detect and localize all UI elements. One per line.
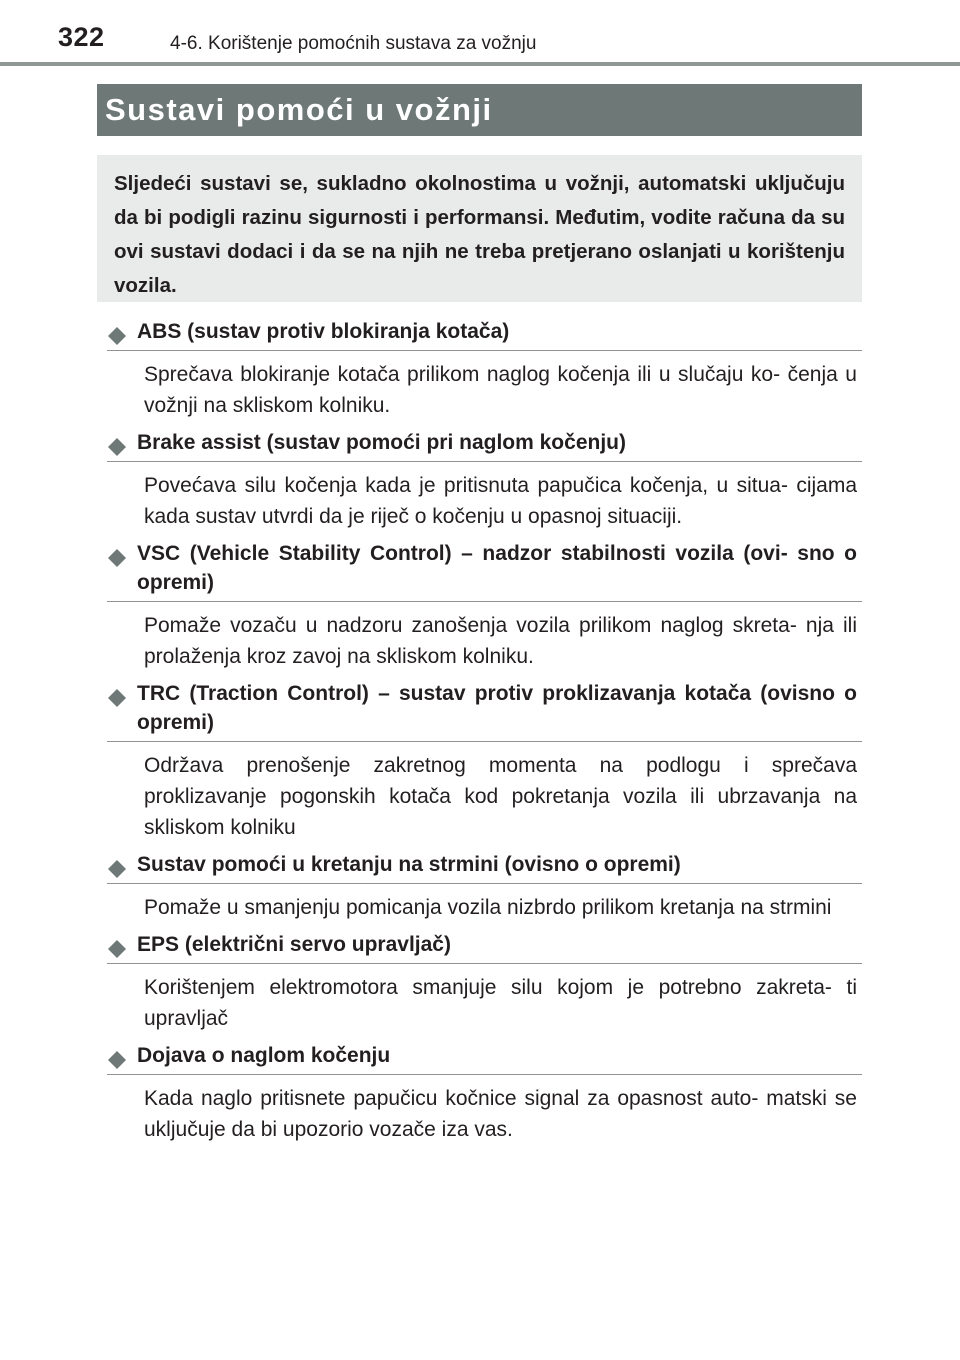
section-body: Povećava silu kočenja kada je pritisnuta papučica kočenja, u situa- cijama kada sustav utvrdi da je riječ o kočenju u opasnoj situaciji.	[144, 474, 857, 528]
diamond-bullet-icon	[107, 688, 127, 708]
section-heading	[107, 316, 862, 351]
section-trc	[107, 678, 862, 843]
page-title: Sustavi pomoći u vožnji	[105, 92, 493, 127]
section-eps	[107, 929, 862, 1034]
section-title: Brake assist (sustav pomoći pri naglom kočenju)	[137, 431, 626, 454]
section-title: ABS (sustav protiv blokiranja kotača)	[137, 320, 510, 343]
section-body: Sprečava blokiranje kotača prilikom naglog kočenja ili u slučaju ko- čenja u vožnji na skliskom kolniku.	[144, 363, 857, 417]
diamond-bullet-icon	[107, 1050, 127, 1070]
diamond-bullet-icon	[107, 548, 127, 568]
intro-box	[97, 155, 862, 302]
page-number: 322	[58, 22, 105, 52]
intro-text: Sljedeći sustavi se, sukladno okolnostima u vožnji, automatski uključuju da bi podigli razinu sigurnosti i performansi. Međutim, vodite računa da su ovi sustavi dodaci i da se na njih ne treba pretjerano oslanjati u korištenju vozila.	[114, 172, 845, 297]
section-vsc	[107, 538, 862, 672]
diamond-bullet-icon	[107, 859, 127, 879]
section-body: Kada naglo pritisnete papučicu kočnice signal za opasnost auto- matski se uključuje da bi upozorio vozače iza vas.	[144, 1087, 857, 1141]
section-title: VSC (Vehicle Stability Control) – nadzor stabilnosti vozila (ovi- sno o opremi)	[137, 542, 857, 594]
header-rule	[0, 62, 960, 66]
section-brake-assist	[107, 427, 862, 532]
section-heading	[107, 849, 862, 884]
diamond-bullet-icon	[107, 437, 127, 457]
diamond-bullet-icon	[107, 939, 127, 959]
section-title: Sustav pomoći u kretanju na strmini (ovisno o opremi)	[137, 853, 681, 876]
section-title: EPS (električni servo upravljač)	[137, 933, 451, 956]
running-head: 4-6. Korištenje pomoćnih sustava za vožnju	[170, 33, 537, 54]
section-body: Održava prenošenje zakretnog momenta na podlogu i sprečava proklizavanje pogonskih kotača kod pokretanja vozila ili ubrzavanja na skliskom kolniku	[144, 754, 857, 839]
title-bar	[97, 84, 862, 136]
section-heading	[107, 929, 862, 964]
section-hill-start-assist	[107, 849, 862, 923]
diamond-bullet-icon	[107, 326, 127, 346]
section-heading	[107, 678, 862, 742]
section-heading	[107, 538, 862, 602]
section-body: Pomaže vozaču u nadzoru zanošenja vozila prilikom naglog skreta- nja ili prolaženja kroz zavoj na skliskom kolniku.	[144, 614, 857, 668]
section-body: Korištenjem elektromotora smanjuje silu kojom je potrebno zakreta- ti upravljač	[144, 976, 857, 1030]
section-body: Pomaže u smanjenju pomicanja vozila nizbrdo prilikom kretanja na strmini	[144, 896, 832, 919]
section-emergency-brake-signal	[107, 1040, 862, 1145]
section-heading	[107, 1040, 862, 1075]
section-heading	[107, 427, 862, 462]
section-abs	[107, 316, 862, 421]
sections-list	[107, 316, 862, 1145]
section-title: TRC (Traction Control) – sustav protiv proklizavanja kotača (ovisno o opremi)	[137, 682, 857, 734]
section-title: Dojava o naglom kočenju	[137, 1044, 391, 1067]
